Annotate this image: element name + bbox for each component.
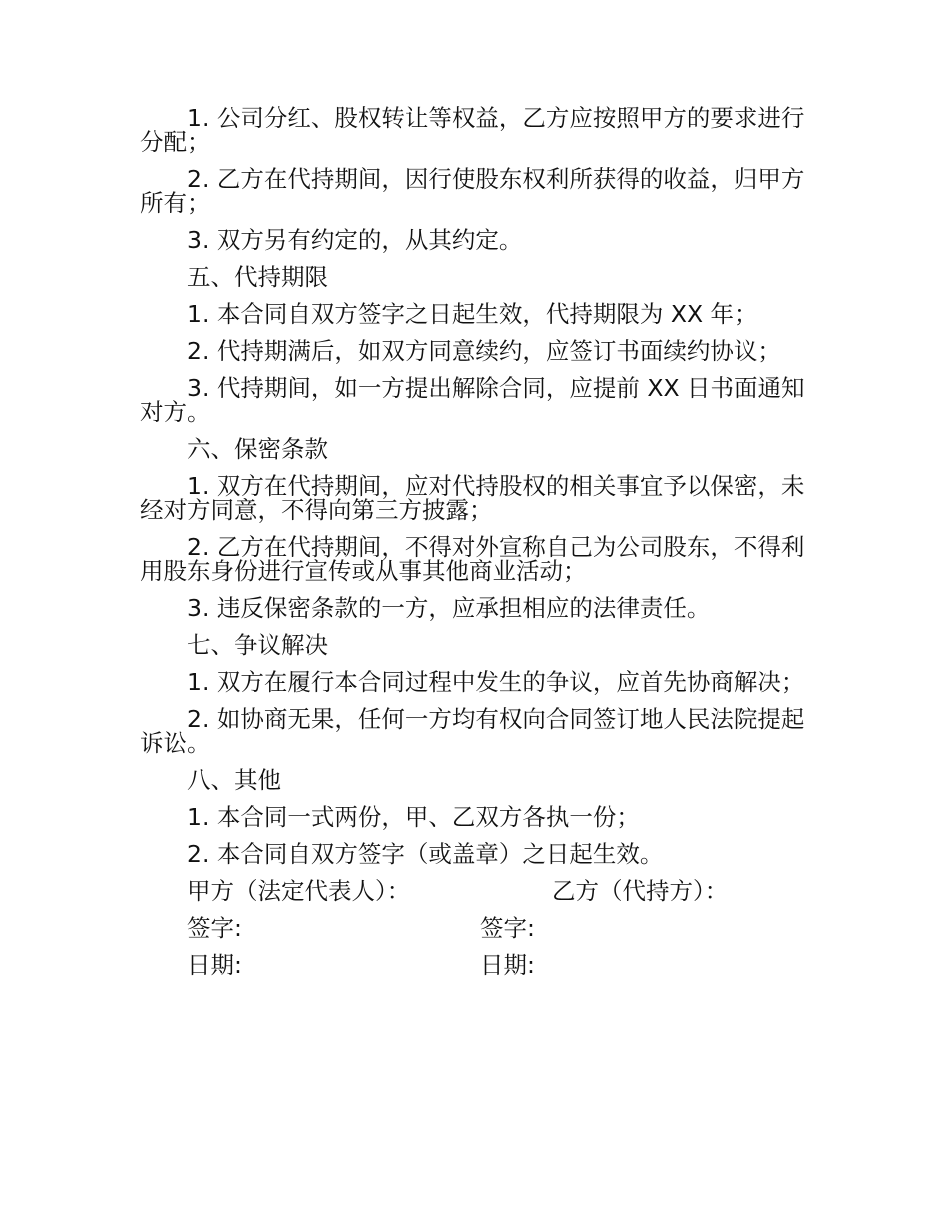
clause-7-1: 1. 双方在履行本合同过程中发生的争议，应首先协商解决； (187, 668, 805, 696)
section-heading-6: 六、保密条款 (187, 435, 328, 463)
signature-date-row (140, 953, 812, 977)
signature-party-row (140, 879, 812, 903)
document-page (140, 106, 812, 990)
party-b-date-label: 日期: (480, 951, 535, 979)
clause-5-3: 3. 代持期间，如一方提出解除合同，应提前 XX 日书面通知对方。 (140, 374, 805, 426)
clause-6-1: 1. 双方在代持期间，应对代持股权的相关事宜予以保密，未经对方同意，不得向第三方披露； (140, 472, 805, 524)
party-a-label: 甲方（法定代表人）： (187, 877, 411, 905)
clause-6-3: 3. 违反保密条款的一方，应承担相应的法律责任。 (187, 594, 711, 622)
signature-sign-row (140, 916, 812, 940)
clause-5-2: 2. 代持期满后，如双方同意续约，应签订书面续约协议； (187, 337, 781, 365)
section-heading-8: 八、其他 (187, 766, 281, 794)
party-b-sign-label: 签字: (480, 914, 535, 942)
clause-4-3: 3. 双方另有约定的，从其约定。 (187, 226, 523, 254)
section-heading-5: 五、代持期限 (187, 263, 328, 291)
clause-6-2: 2. 乙方在代持期间，不得对外宣称自己为公司股东，不得利用股东身份进行宣传或从事其他商业活动； (140, 533, 805, 585)
clause-8-1: 1. 本合同一式两份，甲、乙双方各执一份； (187, 803, 640, 831)
clause-5-1: 1. 本合同自双方签字之日起生效，代持期限为 XX 年； (187, 300, 758, 328)
party-b-label: 乙方（代持方）： (552, 877, 729, 905)
party-a-sign-label: 签字: (187, 914, 242, 942)
party-a-date-label: 日期: (187, 951, 242, 979)
section-heading-7: 七、争议解决 (187, 631, 328, 659)
contract-body (140, 106, 812, 866)
clause-8-2: 2. 本合同自双方签字（或盖章）之日起生效。 (187, 840, 664, 868)
clause-4-2: 2. 乙方在代持期间，因行使股东权利所获得的收益，归甲方所有； (140, 165, 805, 217)
clause-4-1: 1. 公司分红、股权转让等权益，乙方应按照甲方的要求进行分配； (140, 104, 805, 156)
clause-7-2: 2. 如协商无果，任何一方均有权向合同签订地人民法院提起诉讼。 (140, 705, 805, 757)
